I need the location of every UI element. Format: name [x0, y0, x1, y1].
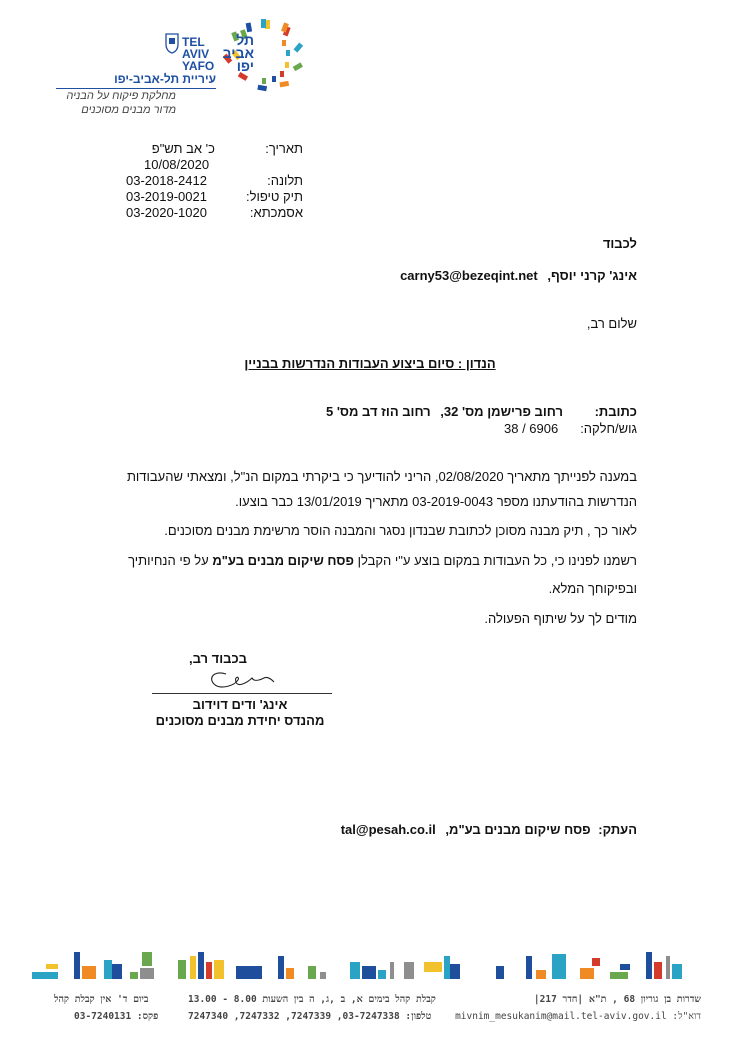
footer-no-reception: ביום ד' אין קבלת קהל: [54, 994, 149, 1005]
parcel-value: 38 / 6906: [504, 421, 559, 436]
municipal-emblem-icon: [164, 32, 180, 54]
footer-fax: פקס: 03-7240131: [74, 1011, 159, 1022]
footer-hours: קבלת קהל בימים א, ב ,ג, ה בין השעות 8.00 - 13.00: [188, 994, 436, 1005]
date-gregorian: 10/08/2020: [144, 157, 210, 172]
department-name: מחלקת פיקוח על הבניה: [66, 90, 176, 102]
body-p3-line2: ובפיקוחך המלא.: [548, 581, 637, 596]
subject-line: הנדון : סיום ביצוע העבודות הנדרשות בבניין: [244, 356, 496, 371]
body-p3-line1: [128, 551, 637, 571]
brand-he-aviv: אביב: [222, 45, 254, 61]
address-value-2: רחוב הוז דב מס' 5: [325, 404, 431, 419]
address-value-1: רחוב פרישמן מס' 32,: [440, 404, 563, 419]
reference-label: אסמכתא:: [249, 205, 303, 220]
address-values: [326, 404, 563, 419]
logo-divider: [56, 88, 216, 89]
greeting: שלום רב,: [586, 316, 637, 331]
date-hebrew: כ' אב תש"פ: [151, 141, 215, 156]
signature-line: [152, 693, 332, 694]
contractor-name: פסח שיקום מבנים בע"מ: [212, 553, 354, 568]
case-value: 03-2019-0021: [126, 189, 207, 204]
body-p2: לאור כך , תיק מבנה מסוכן לכתובת שבנדון נסגר והמבנה הוסר מרשימת מבנים מסוכנים.: [164, 523, 637, 538]
division-name: מדור מבנים מסוכנים: [81, 104, 176, 116]
footer-address: שדרות בן גוריון 68 , ת"א |חדר 217|: [533, 994, 701, 1005]
footer-email: דוא"ל: mivnim_mesukanim@mail.tel-aviv.gov.il: [455, 1011, 701, 1022]
recipient-email: carny53@bezeqint.net: [400, 268, 538, 283]
recipient-name: אינג' קרני יוסף,: [547, 268, 637, 283]
body-p1-line2: הנדרשות בהודעתנו מספר 03-2019-0043 מתאריך 13/01/2019 כבר בוצעו.: [235, 494, 637, 509]
city-name: עיריית תל-אביב-יפו: [114, 72, 216, 86]
body-p4: מודים לך על שיתוף הפעולה.: [484, 611, 637, 626]
signature-name: אינג' ודים דוידוב: [192, 697, 288, 712]
parcel-label: גוש/חלקה:: [580, 421, 637, 436]
body-p1-line1: במענה לפנייתך מתאריך 02/08/2020, הריני להודיעך כי ביקרתי במקום הנ"ל, ומצאתי שהעבודות: [126, 469, 637, 484]
footer-phone: טלפון: 03-7247338, 7247339, 7247332, 7247340: [188, 1011, 432, 1022]
recipient-line: [400, 268, 637, 283]
brand-he-yafo: יפו: [236, 58, 254, 74]
case-label: תיק טיפול:: [245, 189, 303, 204]
footer-skyline-graphic: [30, 944, 710, 980]
cc-label: העתק:: [598, 822, 637, 837]
brand-en-yafo: YAFO: [182, 59, 215, 73]
brand-en-tel: TEL: [182, 35, 205, 49]
complaint-label: תלונה:: [267, 173, 303, 188]
signature-closing: בכבוד רב,: [189, 651, 247, 666]
handwritten-signature-icon: [204, 666, 276, 692]
reference-value: 03-2020-1020: [126, 205, 207, 220]
address-label: כתובת:: [594, 404, 637, 419]
brand-he-tel: תל: [236, 32, 254, 48]
cc-email: tal@pesah.co.il: [340, 822, 436, 837]
signature-title: מהנדס יחידת מבנים מסוכנים: [155, 713, 325, 728]
cc-line: [341, 822, 637, 837]
date-label: תאריך:: [265, 141, 303, 156]
cc-name: פסח שיקום מבנים בע"מ,: [445, 822, 591, 837]
recipient-honorific: לכבוד: [602, 236, 637, 251]
brand-en-aviv: AVIV: [182, 47, 210, 61]
body-p3-pre: רשמנו לפנינו כי, כל העבודות במקום בוצע ע"י הקבלן: [357, 553, 637, 568]
body-p3-post: על פי הנחיותיך: [128, 553, 209, 568]
complaint-value: 03-2018-2412: [126, 173, 207, 188]
